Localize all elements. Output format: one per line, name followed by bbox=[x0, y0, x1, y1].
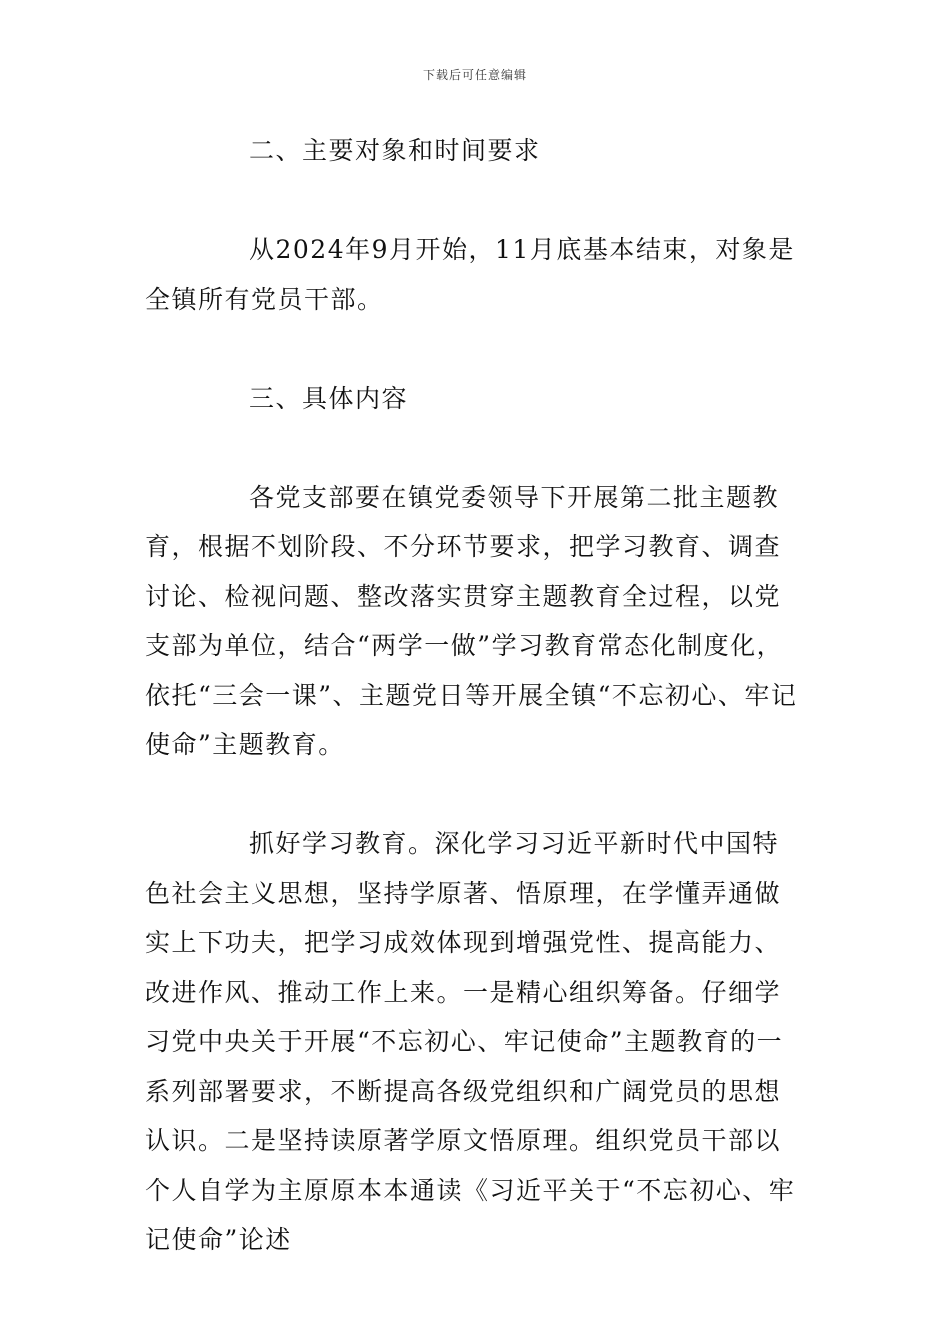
document-body bbox=[145, 126, 805, 1265]
paragraph-time-requirement: 从2024年9月开始，11月底基本结束，对象是全镇所有党员干部。 bbox=[145, 235, 795, 314]
paragraph-gap bbox=[145, 324, 805, 374]
paragraph-study-education: 抓好学习教育。深化学习习近平新时代中国特色社会主义思想，坚持学原著、悟原理，在学懂弄通做实上下功夫，把学习成效体现到增强党性、提高能力、改进作风、推动工作上来。一是精心组织筹备。仔细学习党中央关于开展“不忘初心、牢记使命”主题教育的一系列部署要求，不断提高各级党组织和广阔党员的思想认识。二是坚持读原著学原文悟原理。组织党员干部以个人自学为主原原本本通读《习近平关于“不忘初心、牢记使命”论述 bbox=[145, 829, 796, 1254]
section-heading-2: 二、主要对象和时间要求 bbox=[249, 136, 541, 165]
page-header-note: 下载后可任意编辑 bbox=[422, 68, 527, 82]
paragraph-specific-content: 各党支部要在镇党委领导下开展第二批主题教育，根据不划阶段、不分环节要求，把学习教育、调查讨论、检视问题、整改落实贯穿主题教育全过程，以党支部为单位，结合“两学一做”学习教育常态化制度化，依托“三会一课”、主题党日等开展全镇“不忘初心、牢记使命”主题教育。 bbox=[145, 482, 798, 759]
paragraph-gap bbox=[145, 423, 805, 473]
paragraph-gap bbox=[145, 770, 805, 820]
section-heading-3: 三、具体内容 bbox=[249, 383, 409, 413]
paragraph-gap bbox=[145, 176, 805, 226]
